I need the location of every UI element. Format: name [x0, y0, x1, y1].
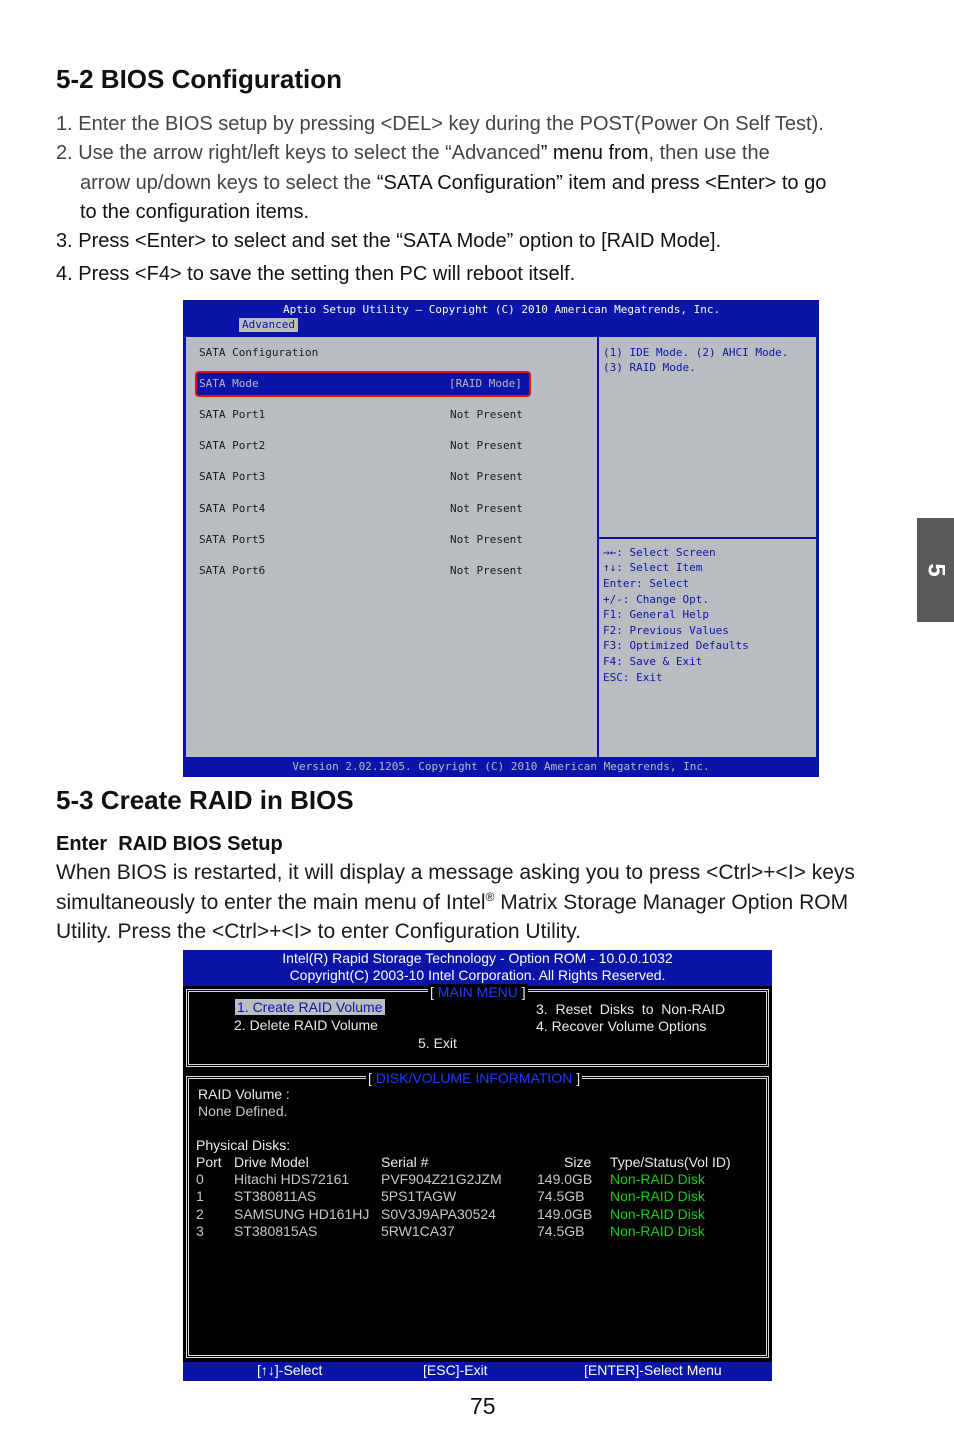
bios-port-row[interactable]: SATA Port5: [199, 533, 266, 546]
bios-key-help: ESC: Exit: [603, 671, 663, 684]
step-2-cont2: to the configuration items.: [80, 201, 310, 223]
disk-port: 3: [196, 1223, 204, 1239]
rom-disk-info-label: [ DISK/VOLUME INFORMATION ]: [368, 1070, 581, 1086]
rom-header-line1: Intel(R) Rapid Storage Technology - Option ROM - 10.0.0.1032: [282, 950, 673, 966]
disk-model: ST380811AS: [234, 1188, 317, 1204]
disk-serial: PVF904Z21G2JZM: [381, 1171, 502, 1187]
disk-size: 74.5GB: [537, 1223, 585, 1239]
rom-header-line2: Copyright(C) 2003-10 Intel Corporation. All Rights Reserved.: [289, 967, 666, 983]
bios-port-row[interactable]: SATA Port4: [199, 502, 266, 515]
bios-title: Aptio Setup Utility – Copyright (C) 2010 American Megatrends, Inc.: [283, 303, 721, 316]
bios-help-text: (3) RAID Mode.: [603, 361, 696, 374]
bios-port-value: Not Present: [450, 533, 523, 546]
rom-col-serial: Serial #: [381, 1154, 429, 1170]
disk-size: 74.5GB: [537, 1188, 585, 1204]
disk-serial: S0V3J9APA30524: [381, 1206, 496, 1222]
bios-port-row[interactable]: SATA Port1: [199, 408, 266, 421]
bios-port-row[interactable]: SATA Port3: [199, 470, 266, 483]
step-3: 3. Press <Enter> to select and set the “SATA Mode” option to [RAID Mode].: [56, 230, 722, 252]
bios-divider-vertical: [597, 336, 599, 758]
rom-menu-create-raid[interactable]: 1. Create RAID Volume: [237, 999, 383, 1015]
page-number: 75: [470, 1393, 496, 1419]
bios-sata-mode-value: [RAID Mode]: [449, 377, 522, 390]
rom-header: [183, 950, 772, 986]
bios-footer: Version 2.02.1205. Copyright (C) 2010 American Megatrends, Inc.: [292, 760, 710, 773]
rom-menu-exit[interactable]: 5. Exit: [418, 1035, 457, 1051]
disk-port: 2: [196, 1206, 204, 1222]
disk-port: 0: [196, 1171, 204, 1187]
subsection-title: Enter RAID BIOS Setup: [56, 833, 283, 855]
rom-menu-recover-volume[interactable]: 4. Recover Volume Options: [536, 1018, 707, 1034]
rom-main-menu-label: [ MAIN MENU ]: [430, 984, 526, 1000]
section-title-bios-configuration: 5-2 BIOS Configuration: [56, 64, 342, 94]
section-title-create-raid: 5-3 Create RAID in BIOS: [56, 785, 354, 815]
disk-size: 149.0GB: [537, 1206, 593, 1222]
rom-menu-delete-raid[interactable]: 2. Delete RAID Volume: [234, 1017, 378, 1033]
bios-port-row[interactable]: SATA Port6: [199, 564, 266, 577]
registered-mark: ®: [485, 890, 495, 904]
paragraph-line: Utility. Press the <Ctrl>+<I> to enter Configuration Utility.: [56, 920, 582, 943]
bios-key-help: Enter: Select: [603, 577, 690, 590]
rom-footer-exit: [ESC]-Exit: [423, 1362, 488, 1378]
rom-menu-reset-disks[interactable]: 3. Reset Disks to Non-RAID: [536, 1001, 726, 1017]
rom-footer-select: [↑↓]-Select: [257, 1362, 323, 1378]
rom-col-type: Type/Status(Vol ID): [610, 1154, 731, 1170]
rom-col-model: Drive Model: [234, 1154, 309, 1170]
disk-model: Hitachi HDS72161: [234, 1171, 350, 1187]
bios-sata-mode-row[interactable]: [195, 371, 531, 397]
disk-model: SAMSUNG HD161HJ: [234, 1206, 370, 1222]
bios-port-value: Not Present: [450, 564, 523, 577]
bios-panel: [185, 336, 817, 758]
rom-raid-volume-label: RAID Volume :: [198, 1086, 290, 1102]
bios-help-text: (1) IDE Mode. (2) AHCI Mode.: [603, 346, 789, 359]
disk-serial: 5RW1CA37: [381, 1223, 455, 1239]
step-1: 1. Enter the BIOS setup by pressing <DEL> key during the POST(Power On Self Test).: [56, 113, 824, 135]
rom-footer: [183, 1362, 772, 1381]
disk-serial: 5PS1TAGW: [381, 1188, 457, 1204]
bios-key-help: F3: Optimized Defaults: [603, 639, 749, 652]
bios-divider-horizontal: [599, 537, 817, 539]
rom-col-size: Size: [564, 1154, 592, 1170]
rom-col-port: Port: [196, 1154, 222, 1170]
bios-heading: SATA Configuration: [199, 346, 319, 359]
rom-physical-disks-label: Physical Disks:: [196, 1137, 291, 1153]
bios-port-row[interactable]: SATA Port2: [199, 439, 266, 452]
step-4: 4. Press <F4> to save the setting then PC will reboot itself.: [56, 263, 576, 285]
disk-port: 1: [196, 1188, 204, 1204]
bios-key-help: →←: Select Screen: [603, 546, 716, 559]
rom-footer-enter: [ENTER]-Select Menu: [584, 1362, 722, 1378]
disk-type: Non-RAID Disk: [610, 1206, 705, 1222]
rom-none-defined: None Defined.: [198, 1103, 288, 1119]
bios-sata-mode-label: SATA Mode: [199, 377, 259, 390]
chapter-tab: 5: [917, 518, 954, 622]
bios-tab-advanced[interactable]: Advanced: [239, 318, 298, 332]
paragraph-line: simultaneously to enter the main menu of Intel® Matrix Storage Manager Option ROM: [56, 890, 849, 914]
paragraph-line: When BIOS is restarted, it will display a message asking you to press <Ctrl>+<I> keys: [56, 861, 855, 884]
bios-key-help: +/-: Change Opt.: [603, 593, 709, 606]
bios-port-value: Not Present: [450, 408, 523, 421]
bios-port-value: Not Present: [450, 502, 523, 515]
raid-rom-screen: [183, 950, 772, 1381]
bios-port-value: Not Present: [450, 439, 523, 452]
disk-model: ST380815AS: [234, 1223, 318, 1239]
bios-key-help: ↑↓: Select Item: [603, 561, 703, 574]
bios-key-help: F4: Save & Exit: [603, 655, 703, 668]
bios-key-help: F2: Previous Values: [603, 624, 729, 637]
disk-type: Non-RAID Disk: [610, 1223, 705, 1239]
bios-port-value: Not Present: [450, 470, 523, 483]
bios-screen: [183, 300, 819, 777]
disk-size: 149.0GB: [537, 1171, 593, 1187]
bios-key-help: F1: General Help: [603, 608, 709, 621]
step-2-cont: arrow up/down keys to select the “SATA Configuration” item and press <Enter> to go: [80, 172, 827, 194]
step-2: 2. Use the arrow right/left keys to select the “Advanced” menu from, then use the: [56, 142, 770, 164]
disk-type: Non-RAID Disk: [610, 1171, 705, 1187]
disk-type: Non-RAID Disk: [610, 1188, 705, 1204]
